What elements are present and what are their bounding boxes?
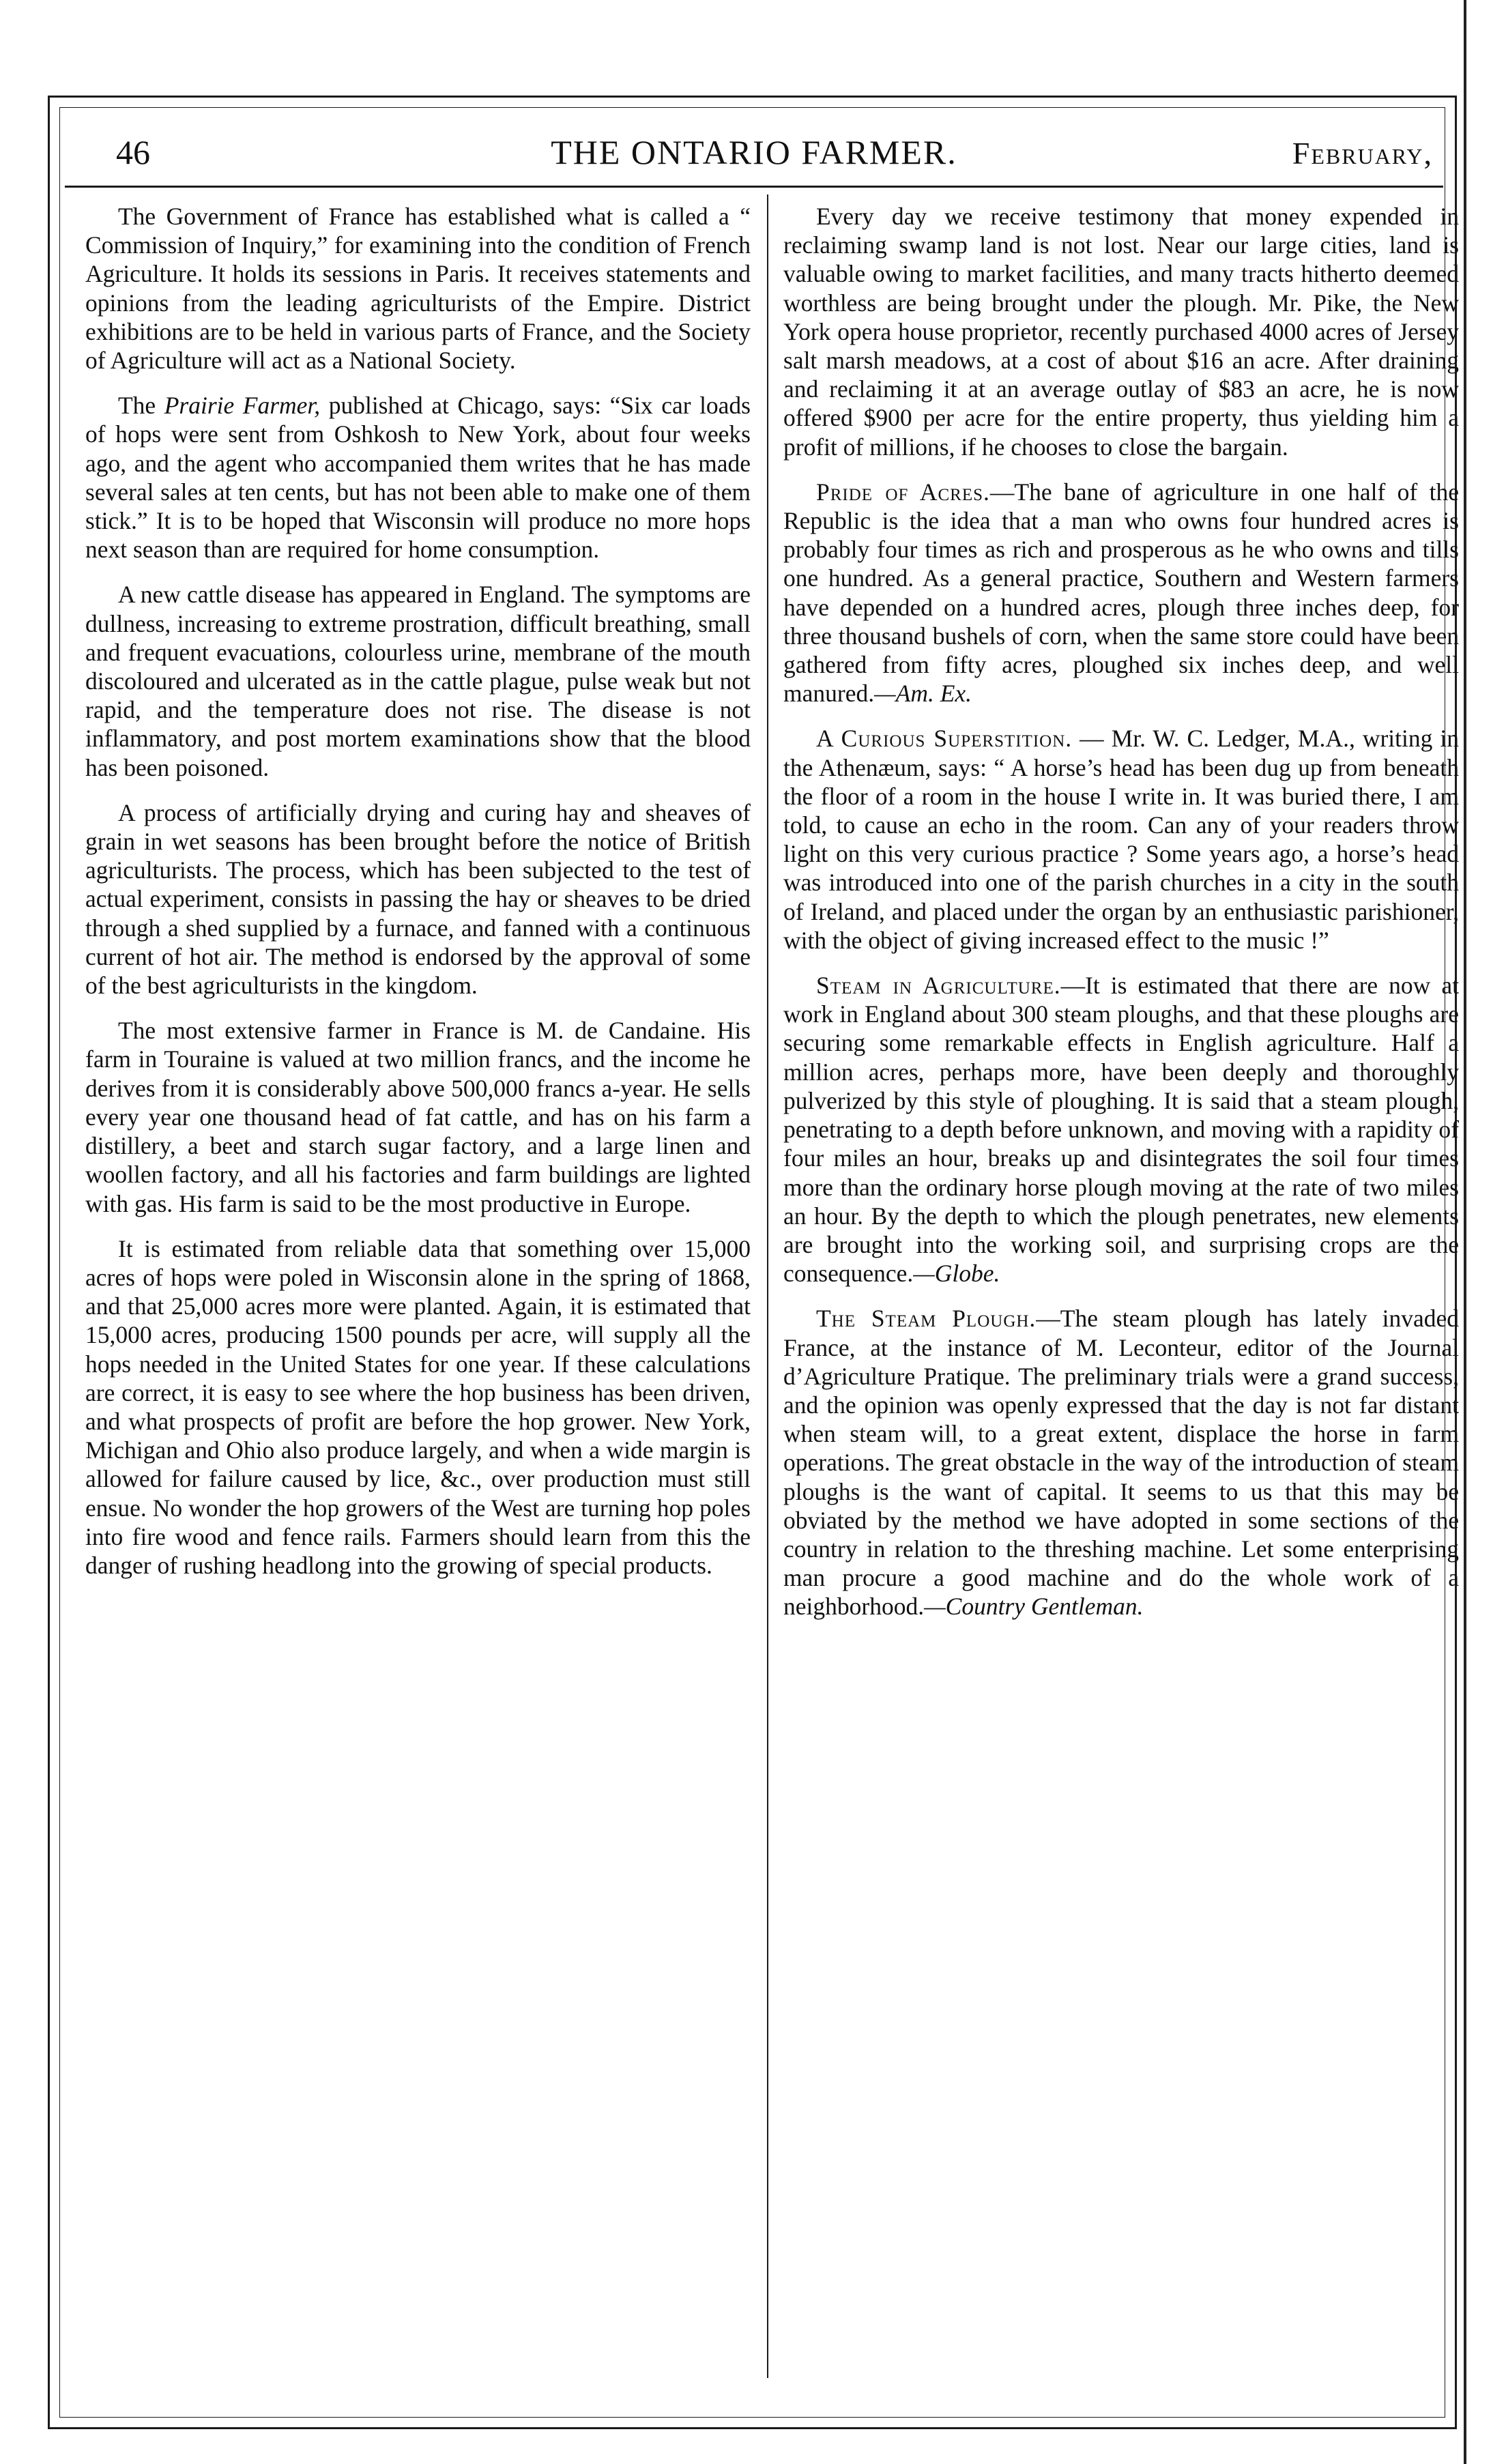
source-credit: —Globe.	[913, 1260, 1000, 1288]
source-credit: —Am. Ex.	[874, 680, 972, 708]
source-credit: —Country Gentleman.	[924, 1593, 1144, 1621]
article-paragraph: It is estimated from reliable data that something over 15,000 acres of hops were poled in Wisconsin alone in the spring of 1868, and that 25,000 acres more were planted. Again, it is estimated that 15,000 acres, producing 1500 pounds per acre, will supply all the hops needed in the United States for one year. If these calculations are correct, it is easy to see where the hop business has been driven, and what prospects of profit are before the hop grower. New York, Michigan and Ohio also produce largely, and when a wide margin is allowed for failure caused by lice, &c., over production must still ensue. No wonder the hop growers of the West are turning hop poles into fire wood and fence rails. Farmers should learn from this the danger of rushing headlong into the growing of special products.	[85, 1234, 751, 1579]
article-heading: The Steam Plough.	[816, 1305, 1037, 1333]
article-heading: Pride of Acres.	[816, 478, 990, 506]
left-column	[85, 202, 751, 1596]
page-header	[75, 130, 1433, 184]
page-number: 46	[116, 133, 150, 171]
article-heading: Steam in Agriculture.	[816, 972, 1061, 1000]
article-paragraph: The Prairie Farmer, published at Chicago, says: “Six car loads of hops were sent from Oshkosh to New York, about four weeks ago, and the agent who accompanied them writes that he has made several sales at ten cents, but has not been able to make one of them stick.” It is to be hoped that Wisconsin will produce no more hops next season than are required for home consumption.	[85, 392, 751, 564]
article-paragraph: A new cattle disease has appeared in England. The symptoms are dullness, increasing to extreme prostration, difficult breathing, small and frequent evacuations, colourless urine, membrane of the mouth discoloured and ulcerated as in the cattle plague, pulse weak but not rapid, and the temperature does not rise. The disease is not inflammatory, and post mortem examinations show that the blood has been poisoned.	[85, 581, 751, 781]
margin-rule	[1464, 0, 1466, 2464]
header-rule	[65, 186, 1443, 188]
right-column	[783, 202, 1459, 1638]
article-paragraph: Pride of Acres.—The bane of agriculture in one half of the Republic is the idea that a man who owns four hundred acres is probably four times as rich and prosperous as he who owns and tills one hundred. As a general practice, Southern and Western farmers have depended on a hundred acres, plough three inches deep, for three thousand bushels of corn, when the same store could have been gathered from fifty acres, ploughed six inches deep, and well manured.—Am. Ex.	[783, 478, 1460, 708]
column-divider	[767, 194, 768, 2378]
article-heading: A Curious Superstition.	[816, 725, 1073, 753]
article-paragraph: A Curious Superstition. — Mr. W. C. Ledger, M.A., writing in the Athenæum, says: “ A horse’s head has been dug up from beneath the floor of a room in the house I write in. It was buried there, I am told, to cause an echo in the room. Can any of your readers throw light on this very curious practice ? Some years ago, a horse’s head was introduced into one of the parish churches in a city in the south of Ireland, and placed under the organ by an enthusiastic parishioner, with the object of giving increased effect to the music !”	[783, 725, 1459, 954]
article-paragraph: Steam in Agriculture.—It is estimated that there are now at work in England about 300 steam ploughs, and that these ploughs are securing some remarkable effects in English agriculture. Half a million acres, perhaps more, have been deeply and thoroughly pulverized by this style of ploughing. It is said that a steam plough, penetrating to a depth before unknown, and moving with a rapidity of four miles an hour, breaks up and disintegrates the soil four times more than the ordinary horse plough moving at the rate of two miles an hour. By the depth to which the plough penetrates, new elements are brought into the working soil, and surprising crops are the consequence.—Globe.	[783, 972, 1459, 1288]
article-paragraph: The Steam Plough.—The steam plough has lately invaded France, at the instance of M. Leconteur, editor of the Journal d’Agriculture Pratique. The preliminary trials were a grand success, and the opinion was openly expressed that the day is not far distant when steam will, to a great extent, displace the horse in farm operations. The great obstacle in the way of the introduction of steam ploughs is the want of capital. It seems to us that this may be obviated by the method we have adopted in some sections of the country in relation to the threshing machine. Let some enterprising man procure a good machine and do the whole work of a neighborhood.—Country Gentleman.	[783, 1305, 1459, 1621]
running-title: THE ONTARIO FARMER.	[551, 133, 957, 171]
article-paragraph: A process of artificially drying and curing hay and sheaves of grain in wet seasons has been brought before the notice of British agriculturists. The process, which has been subjected to the test of actual experiment, consists in passing the hay or sheaves to be dried through a shed supplied by a furnace, and fanned with a continuous current of hot air. The method is endorsed by the approval of some of the best agriculturists in the kingdom.	[85, 798, 751, 1000]
article-paragraph: Every day we receive testimony that money expended in reclaiming swamp land is not lost. Near our large cities, land is valuable owing to market facilities, and many tracts hitherto deemed worthless are being brought under the plough. Mr. Pike, the New York opera house proprietor, recently purchased 4000 acres of Jersey salt marsh meadows, at a cost of about $16 an acre. After draining and reclaiming it at an average outlay of $83 an acre, he is now offered $900 per acre for the entire property, thus yielding him a profit of millions, if he chooses to close the bargain.	[783, 203, 1459, 461]
article-paragraph: The Government of France has established what is called a “ Commission of Inquiry,” for examining into the condition of French Agriculture. It holds its sessions in Paris. It receives statements and opinions from the leading agriculturists of the Empire. District exhibitions are to be held in various parts of France, and the Society of Agriculture will act as a National Society.	[85, 203, 751, 375]
issue-month: February,	[1292, 136, 1433, 171]
article-paragraph: The most extensive farmer in France is M. de Candaine. His farm in Touraine is valued at two million francs, and the income he derives from it is considerably above 500,000 francs a-year. He sells every year one thousand head of fat cattle, and has on his farm a distillery, a beet and starch sugar factory, and a large linen and woollen factory, and all his factories and farm buildings are lighted with gas. His farm is said to be the most productive in Europe.	[85, 1017, 751, 1217]
